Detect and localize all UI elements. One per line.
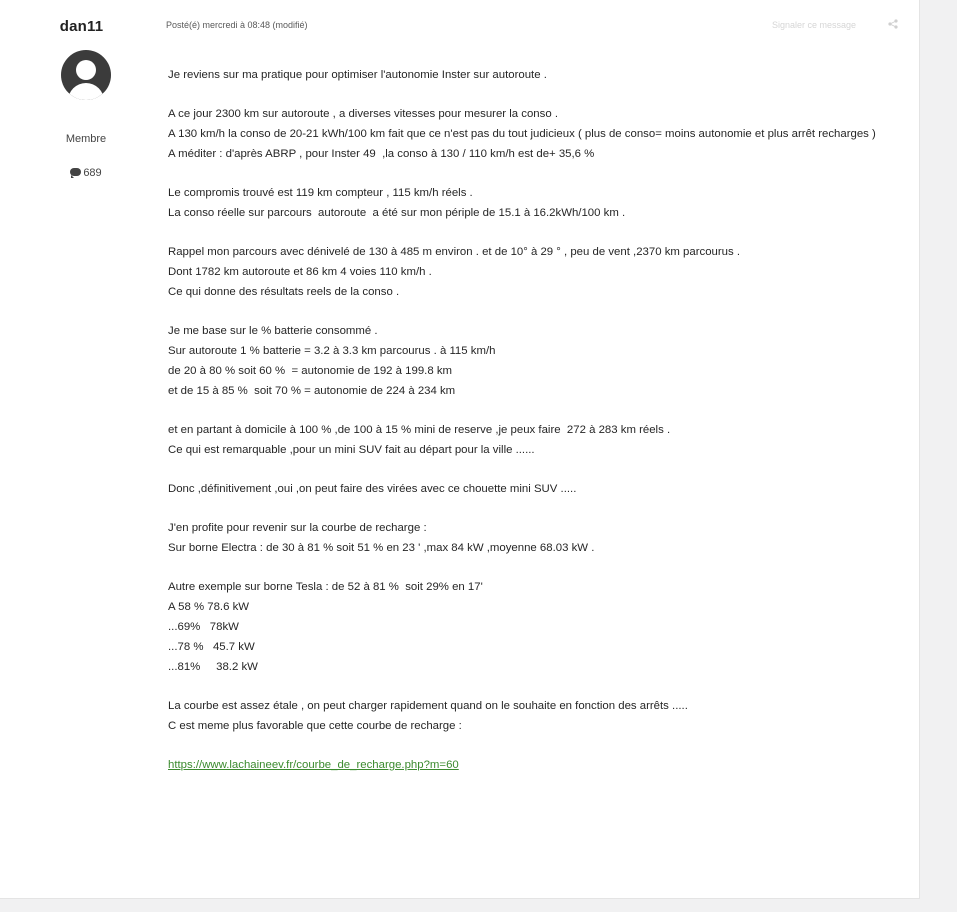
post-line: Sur autoroute 1 % batterie = 3.2 à 3.3 km parcourus . à 115 km/h [168, 345, 496, 357]
avatar-body-shape [68, 83, 104, 100]
paragraph-gap [168, 460, 888, 479]
avatar[interactable] [61, 50, 111, 100]
post-line: ...78 % 45.7 kW [168, 641, 255, 653]
post-line: Je me base sur le % batterie consommé . [168, 325, 378, 337]
post-line: Ce qui est remarquable ,pour un mini SUV fait au départ pour la ville ...... [168, 444, 535, 456]
post-line: Dont 1782 km autoroute et 86 km 4 voies 110 km/h . [168, 266, 432, 278]
author-post-count [0, 167, 172, 179]
post-line: La conso réelle sur parcours autoroute a été sur mon périple de 15.1 à 16.2kWh/100 km . [168, 207, 626, 219]
paragraph-gap [168, 302, 888, 321]
post-line: A 58 % 78.6 kW [168, 601, 250, 613]
paragraph-gap [168, 499, 888, 518]
recharge-curve-link[interactable]: https://www.lachaineev.fr/courbe_de_recharge.php?m=60 [168, 759, 459, 771]
paragraph-gap [168, 736, 888, 755]
post-line: de 20 à 80 % soit 60 % = autonomie de 192 à 199.8 km [168, 365, 453, 377]
paragraph-gap [168, 85, 888, 104]
post-line: et de 15 à 85 % soit 70 % = autonomie de 224 à 234 km [168, 385, 456, 397]
post-line: C est meme plus favorable que cette courbe de recharge : [168, 720, 462, 732]
share-icon[interactable] [888, 19, 898, 29]
paragraph-gap [168, 677, 888, 696]
report-post-link[interactable]: Signaler ce message [772, 20, 857, 30]
post-line: La courbe est assez étale , on peut charger rapidement quand on le souhaite en fonction des arrêts ..... [168, 700, 688, 712]
post-line: A 130 km/h la conso de 20-21 kWh/100 km fait que ce n'est pas du tout judicieux ( plus de conso= moins autonomie et plus arrêt recharges ) [168, 128, 876, 140]
post-content [168, 65, 888, 775]
paragraph-gap [168, 164, 888, 183]
post-lines [168, 65, 888, 755]
post-line: ...69% 78kW [168, 621, 239, 633]
paragraph-gap [168, 401, 888, 420]
post-line: A ce jour 2300 km sur autoroute , a diverses vitesses pour mesurer la conso . [168, 108, 559, 120]
comment-icon [70, 168, 81, 176]
post-line: ...81% 38.2 kW [168, 661, 258, 673]
paragraph-gap [168, 223, 888, 242]
post-line: Donc ,définitivement ,oui ,on peut faire des virées avec ce chouette mini SUV ..... [168, 483, 577, 495]
post-line: A méditer : d'après ABRP , pour Inster 49 ,la conso à 130 / 110 km/h est de+ 35,6 % [168, 148, 595, 160]
author-name[interactable]: dan11 [59, 18, 104, 35]
post-line: Autre exemple sur borne Tesla : de 52 à 81 % soit 29% en 17' [168, 581, 483, 593]
avatar-head-shape [76, 60, 96, 80]
post-line: Ce qui donne des résultats reels de la conso . [168, 286, 400, 298]
post-line: Rappel mon parcours avec dénivelé de 130 à 485 m environ . et de 10° à 29 ° , peu de vent ,2370 km parcourus . [168, 246, 741, 258]
post-meta: Posté(é) mercredi à 08:48 (modifié) [166, 20, 308, 30]
post-line: et en partant à domicile à 100 % ,de 100 à 15 % mini de reserve ,je peux faire 272 à 283 km réels . [168, 424, 671, 436]
post-count-value: 689 [83, 167, 102, 179]
post-line: Je reviens sur ma pratique pour optimiser l'autonomie Inster sur autoroute . [168, 69, 547, 81]
post-line: Sur borne Electra : de 30 à 81 % soit 51 % en 23 ' ,max 84 kW ,moyenne 68.03 kW . [168, 542, 595, 554]
post-line: J'en profite pour revenir sur la courbe de recharge : [168, 522, 427, 534]
paragraph-gap [168, 558, 888, 577]
post-line: Le compromis trouvé est 119 km compteur , 115 km/h réels . [168, 187, 473, 199]
author-rank: Membre [65, 133, 107, 145]
